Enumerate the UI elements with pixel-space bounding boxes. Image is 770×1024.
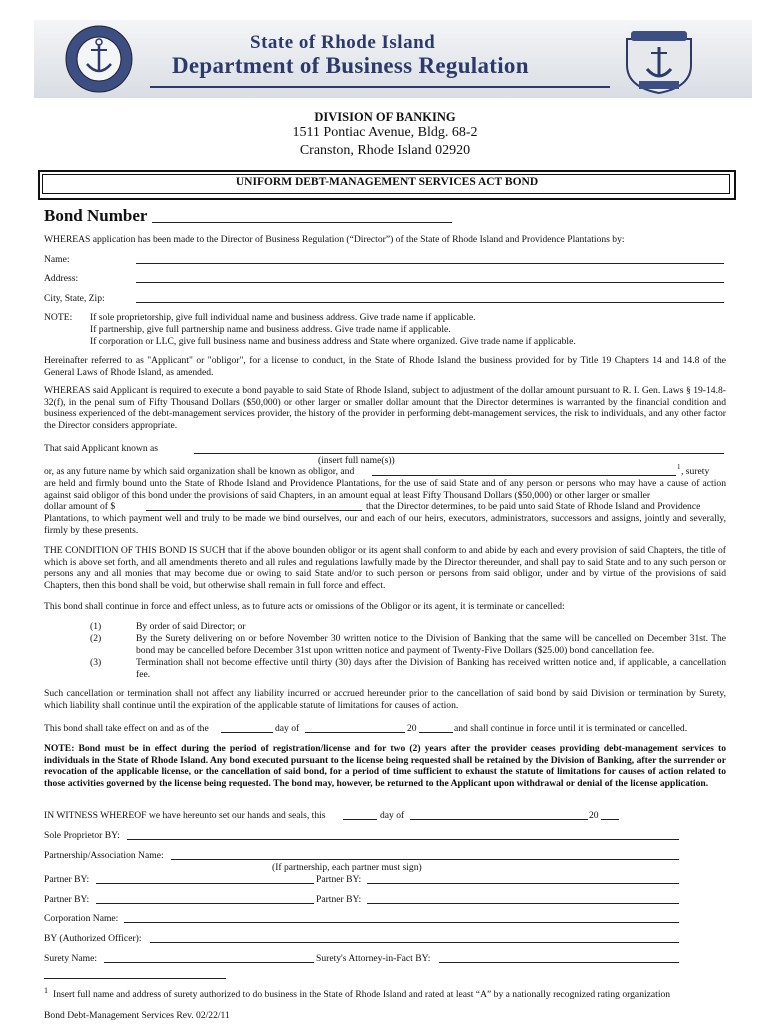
applicant-name-field[interactable] [194, 453, 724, 454]
dollar-amount-label: dollar amount of $ [44, 501, 116, 512]
partner-by-label-3: Partner BY: [44, 894, 90, 905]
list-item-2-text: By the Surety delivering on or before November 30 written notice to the Division of Banking that the same will be cancelled on December 31st. The bond may be cancelled before December 31st upon written notice and payment of Twenty-Five Dollars ($25.00) bond cancellation fee. [136, 633, 726, 656]
note-label: NOTE: [44, 312, 73, 323]
applicant-known-as-label: That said Applicant known as [44, 443, 159, 454]
list-item-1-text: By order of said Director; or [136, 621, 246, 632]
division-name: DIVISION OF BANKING [314, 110, 456, 124]
effect-text-part4: and shall continue in force until it is terminated or cancelled. [454, 723, 688, 734]
list-item-3-text: Termination shall not become effective until thirty (30) days after the Division of Banking has received written notice and, if applicable, a cancellation fee. [136, 657, 726, 680]
city-state-zip-field[interactable] [136, 302, 724, 303]
address-label: Address: [44, 273, 79, 284]
corporation-name-label: Corporation Name: [44, 913, 119, 924]
note-line-1: If sole proprietorship, give full individual name and business address. Give trade name if applicable. [90, 312, 476, 323]
banner-state-title: State of Rhode Island [250, 32, 436, 53]
sole-proprietor-label: Sole Proprietor BY: [44, 830, 120, 841]
effect-day-field[interactable] [221, 732, 273, 733]
witness-year-field[interactable] [601, 819, 619, 820]
surety-name-inline-field[interactable] [372, 475, 676, 476]
insert-names-hint: (insert full name(s)) [318, 455, 395, 466]
partner-signature-field-3[interactable] [96, 903, 314, 904]
bond-effect-note: NOTE: Bond must be in effect during the period of registration/license and for two (2) years after the provider ceases providing debt-management services to individuals in the State of Rhode Island. Any bond executed pursuant to the license being requested shall be retained by the Division of Banking, after the surrender or revocation of the applicable license, or the cancellation of said bond, for a period of time sufficient to exhaust the statute of limitations for causes of action related to those activities governed by the license being requested. The bond may, however, be returned to the Applicant upon withdrawal or denial of the license application. [44, 743, 726, 789]
corporation-name-field[interactable] [124, 922, 679, 923]
list-item-1-number: (1) [90, 621, 102, 632]
surety-attorney-signature-field[interactable] [439, 962, 679, 963]
continue-in-force-text: This bond shall continue in force and effect unless, as to future acts or omissions of the Obligor or its agent, it is terminate or cancelled: [44, 601, 565, 612]
list-item-3-number: (3) [90, 657, 102, 668]
sole-proprietor-signature-field[interactable] [127, 839, 679, 840]
banner-underline [150, 86, 610, 88]
condition-paragraph: THE CONDITION OF THIS BOND IS SUCH that if the above bounden obligor or its agent shall conform to and abide by each and every provision of said Chapters, the title of which is above set forth, and all amendments thereto and all rules and regulations lawfully made by the Director thereunder, and shall pay to said State and to any such person or persons any and all monies that may become due or owing to said State and/or to such person or persons from said obligor, under and by virtue of the provisions of said Chapters, then this bond shall be void, but otherwise shall remain in full force and effect. [44, 545, 726, 591]
effect-text-part1: This bond shall take effect on and as of the [44, 723, 209, 734]
division-address-line1: 1511 Pontiac Avenue, Bldg. 68-2 [292, 125, 478, 140]
state-seal-logo [617, 25, 701, 95]
banner-department-title: Department of Business Regulation [172, 53, 529, 78]
dollar-amount-field[interactable] [146, 510, 362, 511]
footnote-separator [44, 978, 226, 979]
partnership-name-field[interactable] [171, 859, 679, 860]
effect-year-field[interactable] [419, 732, 453, 733]
division-address-line2: Cranston, Rhode Island 02920 [299, 143, 471, 158]
held-bound-paragraph: are held and firmly bound unto the State of Rhode Island and Providence Plantations, for the use of said State and of any person or persons who may have a cause of action against said obligor of this bond under the provisions of said Chapters, in an amount equal at least Fifty Thousand Dollars ($50,000) or other larger or smaller [44, 478, 726, 501]
form-revision-footer: Bond Debt-Management Services Rev. 02/22/11 [44, 1010, 230, 1021]
name-label: Name: [44, 254, 70, 265]
footnote-ref-1: 1 [677, 463, 681, 471]
witness-year-prefix: 20 [589, 810, 599, 821]
future-name-text: or, as any future name by which said organization shall be known as obligor, and [44, 466, 355, 477]
partner-signature-field-4[interactable] [367, 903, 679, 904]
effect-text-part2: day of [275, 723, 300, 734]
partner-signature-field-2[interactable] [367, 883, 679, 884]
department-seal-logo [56, 24, 142, 94]
witness-month-field[interactable] [410, 819, 588, 820]
surety-word: , surety [681, 466, 710, 477]
surety-attorney-label: Surety's Attorney-in-Fact BY: [316, 953, 431, 964]
witness-day-field[interactable] [343, 819, 377, 820]
bond-number-label: Bond Number [44, 206, 148, 225]
partnership-name-label: Partnership/Association Name: [44, 850, 164, 861]
authorized-officer-label: BY (Authorized Officer): [44, 933, 142, 944]
form-title: UNIFORM DEBT-MANAGEMENT SERVICES ACT BOND [235, 176, 539, 188]
partnership-sign-hint: (If partnership, each partner must sign) [272, 862, 422, 873]
surety-name-label: Surety Name: [44, 953, 98, 964]
partner-by-label-2: Partner BY: [316, 874, 362, 885]
footnote-number: 1 [44, 986, 48, 995]
dollar-amount-continued: that the Director determines, to be paid unto said State of Rhode Island and Providence [366, 501, 701, 512]
plantations-paragraph: Plantations, to which payment well and truly to be made we bind ourselves, our and each of our heirs, executors, administrators, successors and assigns, jointly and severally, firmly by these presents. [44, 513, 726, 536]
list-item-2-number: (2) [90, 633, 102, 644]
partner-by-label-1: Partner BY: [44, 874, 90, 885]
cancellation-liability-paragraph: Such cancellation or termination shall not affect any liability incurred or accrued hereunder prior to the cancellation of said bond by said Division or termination by Surety, which liability shall continue until the expiration of the applicable statute of limitations for causes of action. [44, 688, 726, 711]
note-line-3: If corporation or LLC, give full business name and business address and State where organized. Give trade name if applicable. [90, 336, 576, 347]
partner-signature-field-1[interactable] [96, 883, 314, 884]
footnote-text: Insert full name and address of surety authorized to do business in the State of Rhode Island and rated at least “A” by a nationally recognized rating organization [53, 989, 671, 1000]
note-line-2: If partnership, give full partnership name and business address. Give trade name if applicable. [90, 324, 451, 335]
name-field[interactable] [136, 263, 724, 264]
whereas-application-text: WHEREAS application has been made to the Director of Business Regulation (“Director”) of the State of Rhode Island and Providence Plantations by: [44, 234, 625, 245]
authorized-officer-signature-field[interactable] [150, 942, 679, 943]
address-field[interactable] [136, 282, 724, 283]
surety-name-field[interactable] [104, 962, 314, 963]
effect-month-field[interactable] [305, 732, 405, 733]
effect-text-year-prefix: 20 [407, 723, 417, 734]
witness-text-part2: day of [380, 810, 405, 821]
witness-text-part1: IN WITNESS WHEREOF we have hereunto set our hands and seals, this [44, 810, 326, 821]
whereas-bond-paragraph: WHEREAS said Applicant is required to execute a bond payable to said State of Rhode Island, subject to adjustment of the dollar amount pursuant to R. I. Gen. Laws § 19-14.8-32(f), in the penal sum of Fifty Thousand Dollars ($50,000) or other larger or smaller dollar amount that the Director determines is warranted by the financial condition and business experienced of the debt-management services provider, the history of the provider in performing debt-management services, the risk to individuals, and any other factor the Director considers appropriate. [44, 385, 726, 431]
city-state-zip-label: City, State, Zip: [44, 293, 105, 304]
bond-number-field[interactable] [152, 222, 452, 223]
hereinafter-paragraph: Hereinafter referred to as "Applicant" or "obligor", for a license to conduct, in the State of Rhode Island the business provided for by Title 19 Chapters 14 and 14.8 of the General Laws of Rhode Island, as amended. [44, 355, 726, 378]
partner-by-label-4: Partner BY: [316, 894, 362, 905]
